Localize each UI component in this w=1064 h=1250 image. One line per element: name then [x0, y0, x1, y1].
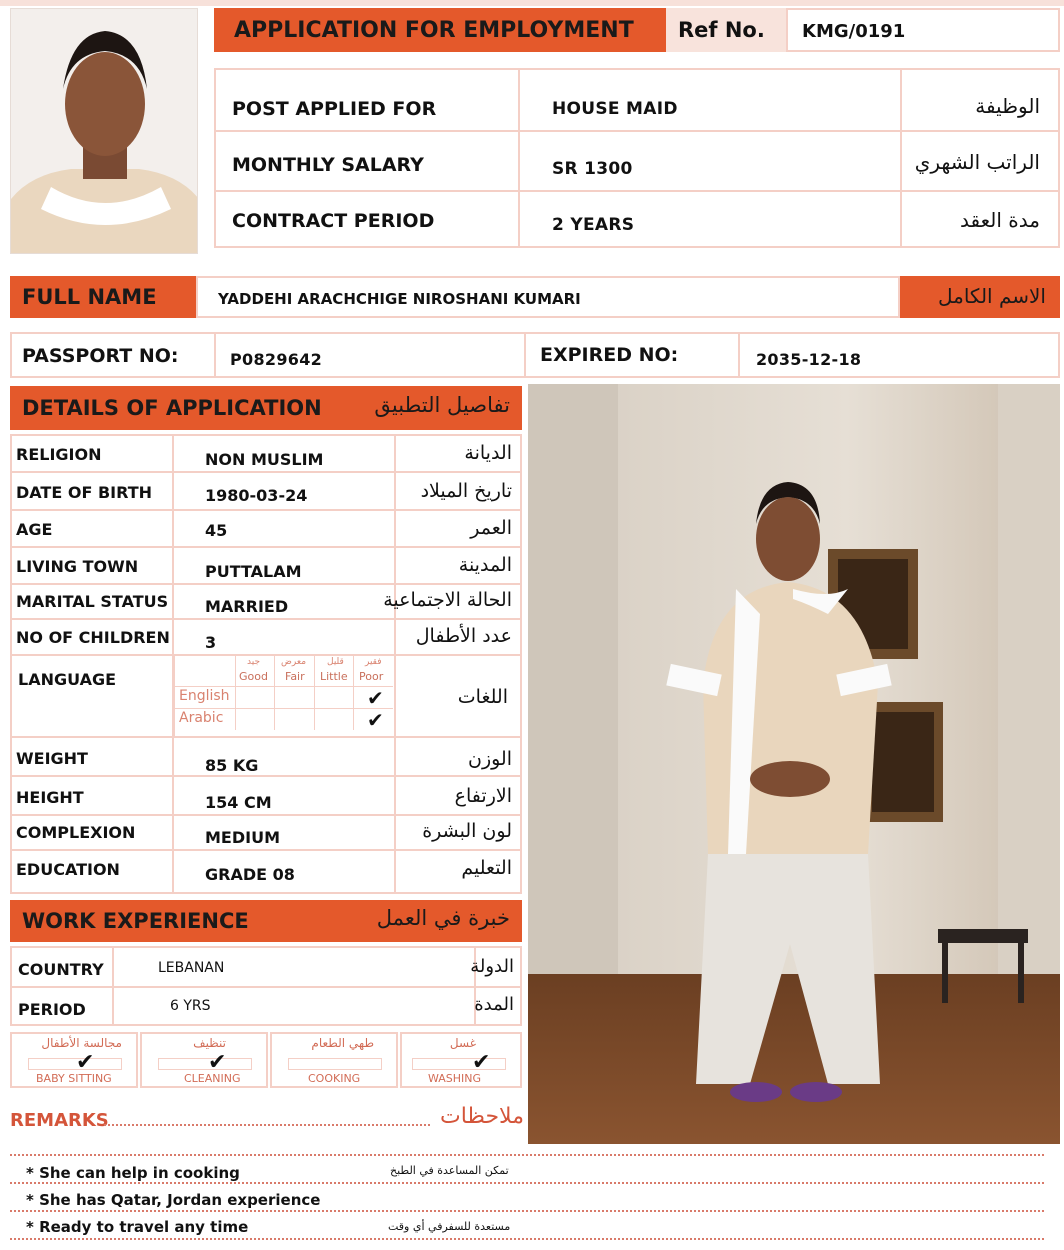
level-good: Good	[239, 670, 268, 683]
skill-cooking-label: COOKING	[308, 1072, 361, 1085]
height-value: 154 CM	[205, 793, 272, 812]
level-little-ar: قليل	[327, 657, 344, 667]
remark-en-3: * Ready to travel any time	[26, 1218, 249, 1236]
skill-washing	[400, 1032, 522, 1088]
dob-value: 1980-03-24	[205, 486, 308, 505]
cleaning-check-icon: ✔	[208, 1050, 227, 1075]
detail-row-children	[10, 619, 522, 656]
remarks-line-2	[10, 1182, 1044, 1184]
level-fair: Fair	[285, 670, 305, 683]
dob-ar: تاريخ الميلاد	[420, 480, 512, 502]
detail-row-marital	[10, 583, 522, 620]
education-label: EDUCATION	[16, 860, 120, 879]
application-title-bar	[214, 8, 666, 52]
arabic-check-icon: ✔	[367, 708, 384, 732]
baby-sitting-check-icon: ✔	[76, 1050, 95, 1075]
fullname-ar: الاسم الكامل	[937, 284, 1046, 308]
ref-label: Ref No.	[678, 18, 765, 42]
height-ar: الارتفاع	[454, 785, 512, 807]
remarks-label: REMARKS	[10, 1110, 109, 1131]
town-label: LIVING TOWN	[16, 557, 139, 576]
fullname-label: FULL NAME	[22, 285, 157, 309]
detail-row-religion	[10, 436, 522, 473]
town-ar: المدينة	[458, 554, 512, 576]
weight-label: WEIGHT	[16, 749, 88, 768]
level-fair-ar: معرض	[281, 657, 307, 667]
remark-en-1: * She can help in cooking	[26, 1164, 240, 1182]
post-table	[214, 68, 1060, 248]
post-applied-value: HOUSE MAID	[552, 99, 678, 119]
skill-washing-ar: غسل	[449, 1036, 476, 1050]
detail-row-complexion	[10, 814, 522, 851]
work-title: WORK EXPERIENCE	[22, 909, 249, 933]
skill-cleaning	[140, 1032, 268, 1088]
skills-row	[10, 1032, 522, 1088]
salary-label: MONTHLY SALARY	[232, 154, 424, 176]
salary-ar: الراتب الشهري	[914, 150, 1040, 174]
complexion-value: MEDIUM	[205, 828, 280, 847]
complexion-ar: لون البشرة	[422, 820, 512, 842]
remarks-line-3	[10, 1210, 1044, 1212]
contract-label: CONTRACT PERIOD	[232, 210, 435, 232]
skill-baby-sitting	[10, 1032, 138, 1088]
fullname-ar-cell	[900, 276, 1060, 318]
children-ar: عدد الأطفال	[415, 625, 512, 647]
period-ar: المدة	[474, 994, 514, 1015]
post-applied-label: POST APPLIED FOR	[232, 98, 437, 120]
work-title-ar: خبرة في العمل	[376, 906, 510, 930]
washing-check-icon: ✔	[472, 1050, 491, 1075]
religion-label: RELIGION	[16, 445, 102, 464]
remarks-line-1	[10, 1154, 1044, 1156]
english-check-icon: ✔	[367, 686, 384, 710]
remark-en-2: * She has Qatar, Jordan experience	[26, 1191, 321, 1209]
skill-cleaning-ar: تنظيف	[193, 1036, 226, 1050]
details-title: DETAILS OF APPLICATION	[22, 396, 322, 420]
skill-washing-label: WASHING	[428, 1072, 482, 1085]
education-value: GRADE 08	[205, 865, 295, 884]
detail-row-town	[10, 548, 522, 585]
detail-row-education	[10, 851, 522, 888]
detail-row-weight	[10, 740, 522, 777]
full-body-photo	[528, 384, 1060, 1144]
top-strip	[0, 0, 1064, 6]
marital-value: MARRIED	[205, 597, 289, 616]
portrait-photo	[10, 8, 198, 254]
fullname-value: YADDEHI ARACHCHIGE NIROSHANI KUMARI	[218, 290, 581, 308]
age-label: AGE	[16, 520, 53, 539]
town-value: PUTTALAM	[205, 562, 302, 581]
details-header	[10, 386, 522, 430]
country-ar: الدولة	[470, 956, 514, 977]
ref-label-cell	[666, 8, 786, 52]
detail-row-height	[10, 779, 522, 816]
passport-table	[10, 332, 1060, 378]
level-little: Little	[320, 670, 348, 683]
remarks-line-4	[10, 1238, 1044, 1240]
education-ar: التعليم	[461, 857, 512, 879]
lang-arabic: Arabic	[179, 710, 224, 726]
age-value: 45	[205, 521, 228, 540]
fullname-label-cell	[10, 276, 196, 318]
expired-label: EXPIRED NO:	[540, 344, 679, 366]
weight-value: 85 KG	[205, 756, 259, 775]
religion-value: NON MUSLIM	[205, 450, 324, 469]
dob-label: DATE OF BIRTH	[16, 483, 152, 502]
country-value: LEBANAN	[158, 960, 225, 976]
ref-value-cell	[786, 8, 1060, 52]
contract-ar: مدة العقد	[960, 208, 1040, 232]
language-label: LANGUAGE	[18, 670, 117, 689]
ref-value: KMG/0191	[802, 21, 906, 42]
detail-row-age	[10, 511, 522, 548]
remarks-label-ar: ملاحظات	[440, 1104, 524, 1129]
skill-cooking-ar: طهي الطعام	[311, 1036, 374, 1050]
language-grid	[174, 656, 392, 736]
expired-value: 2035-12-18	[756, 350, 862, 369]
remark-ar-1: تمكن المساعدة في الطبخ	[390, 1164, 509, 1177]
children-value: 3	[205, 633, 217, 652]
period-label: PERIOD	[18, 1000, 86, 1019]
marital-ar: الحالة الاجتماعية	[383, 589, 512, 611]
post-applied-ar: الوظيفة	[975, 94, 1040, 118]
age-ar: العمر	[470, 517, 512, 539]
period-value: 6 YRS	[170, 998, 211, 1014]
skill-baby-sitting-label: BABY SITTING	[36, 1072, 112, 1085]
work-table	[10, 946, 522, 1026]
skill-cooking	[270, 1032, 398, 1088]
children-label: NO OF CHILDREN	[16, 628, 170, 647]
remark-ar-3: مستعدة للسفرفي أي وقت	[388, 1220, 511, 1233]
height-label: HEIGHT	[16, 788, 84, 807]
complexion-label: COMPLEXION	[16, 823, 136, 842]
detail-row-dob	[10, 474, 522, 511]
language-ar: اللغات	[457, 686, 508, 708]
country-label: COUNTRY	[18, 960, 104, 979]
weight-ar: الوزن	[467, 748, 512, 770]
level-good-ar: جيد	[247, 657, 261, 667]
work-header	[10, 900, 522, 942]
salary-value: SR 1300	[552, 159, 633, 179]
skill-cleaning-label: CLEANING	[184, 1072, 241, 1085]
details-title-ar: تفاصيل التطبيق	[374, 393, 510, 417]
fullname-value-cell	[196, 276, 900, 318]
remarks-dots	[104, 1124, 430, 1126]
level-poor: Poor	[359, 670, 384, 683]
marital-label: MARITAL STATUS	[16, 592, 169, 611]
contract-value: 2 YEARS	[552, 215, 635, 235]
religion-ar: الديانة	[464, 442, 512, 464]
page-title: APPLICATION FOR EMPLOYMENT	[234, 18, 634, 43]
language-block	[10, 656, 522, 738]
skill-baby-sitting-ar: مجالسة الأطفال	[41, 1036, 122, 1050]
lang-english: English	[179, 688, 230, 704]
level-poor-ar: فقير	[365, 657, 382, 667]
passport-label: PASSPORT NO:	[22, 345, 179, 367]
passport-value: P0829642	[230, 350, 323, 369]
